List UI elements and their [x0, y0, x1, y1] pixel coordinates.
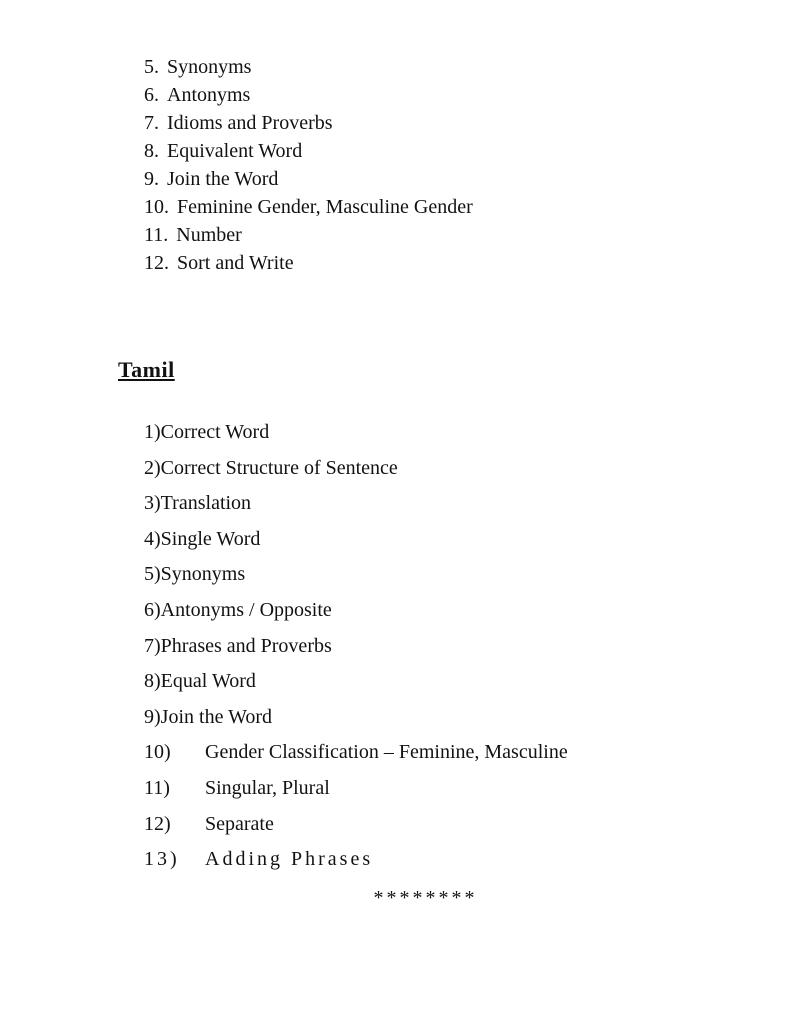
list-item [144, 415, 733, 451]
list-item [144, 193, 733, 221]
item-label: Antonyms [167, 84, 251, 106]
list-item [144, 557, 733, 593]
end-separator: ******** [373, 886, 478, 909]
item-number: 12) [144, 812, 171, 835]
list-item [144, 664, 733, 700]
item-number: 6. [144, 84, 159, 106]
item-label: Join the Word [160, 705, 273, 728]
list-item [144, 451, 733, 487]
item-number: 10) [144, 741, 171, 764]
item-number: 5. [144, 56, 159, 78]
item-number: 7) [144, 634, 161, 657]
item-label: Singular, Plural [205, 776, 330, 799]
item-label: Translation [160, 492, 252, 515]
item-label: Equivalent Word [167, 140, 303, 162]
list-item [144, 109, 733, 137]
list-item [144, 735, 733, 771]
item-number: 1) [144, 421, 161, 443]
list-item [144, 486, 733, 522]
item-number: 12. [144, 252, 169, 274]
item-label: Feminine Gender, Masculine Gender [177, 196, 473, 218]
item-label: Gender Classification – Feminine, Masculine [205, 741, 568, 764]
list-item [144, 807, 733, 843]
list-item [144, 842, 733, 878]
item-number: 13) [144, 848, 180, 871]
list-item [144, 221, 733, 249]
item-number: 5) [144, 563, 161, 586]
item-number: 9. [144, 168, 159, 190]
item-label: Separate [205, 812, 274, 835]
item-number: 8. [144, 140, 159, 162]
item-label: Antonyms / Opposite [160, 598, 332, 621]
item-label: Correct Word [160, 421, 270, 443]
list-item [144, 81, 733, 109]
item-number: 6) [144, 598, 161, 621]
item-label: Single Word [160, 527, 261, 550]
item-label: Synonyms [167, 56, 252, 78]
list-item [144, 165, 733, 193]
item-label: Synonyms [160, 563, 246, 586]
item-label: Join the Word [167, 168, 279, 190]
list-item [144, 53, 733, 81]
item-label: Phrases and Proverbs [160, 634, 332, 657]
list-item [144, 249, 733, 277]
list-item [144, 771, 733, 807]
item-number: 8) [144, 670, 161, 693]
list-item [144, 700, 733, 736]
item-number: 11) [144, 776, 170, 799]
list-item [144, 629, 733, 665]
item-label: Number [176, 224, 242, 246]
item-number: 2) [144, 456, 161, 479]
item-label: Correct Structure of Sentence [160, 456, 398, 479]
item-number: 11. [144, 224, 169, 246]
list-item [144, 137, 733, 165]
tamil-section-heading: Tamil [118, 357, 175, 382]
item-number: 4) [144, 527, 161, 550]
item-label: Sort and Write [177, 252, 294, 274]
document-page [118, 0, 733, 912]
tamil-topics-list [118, 415, 733, 878]
list-item [144, 593, 733, 629]
item-number: 7. [144, 112, 159, 134]
list-item [144, 522, 733, 558]
english-topics-list [118, 53, 733, 277]
item-label: Idioms and Proverbs [167, 112, 333, 134]
item-number: 10. [144, 196, 169, 218]
item-label: Adding Phrases [205, 848, 374, 871]
item-label: Equal Word [160, 670, 256, 693]
item-number: 9) [144, 705, 161, 728]
item-number: 3) [144, 492, 161, 515]
